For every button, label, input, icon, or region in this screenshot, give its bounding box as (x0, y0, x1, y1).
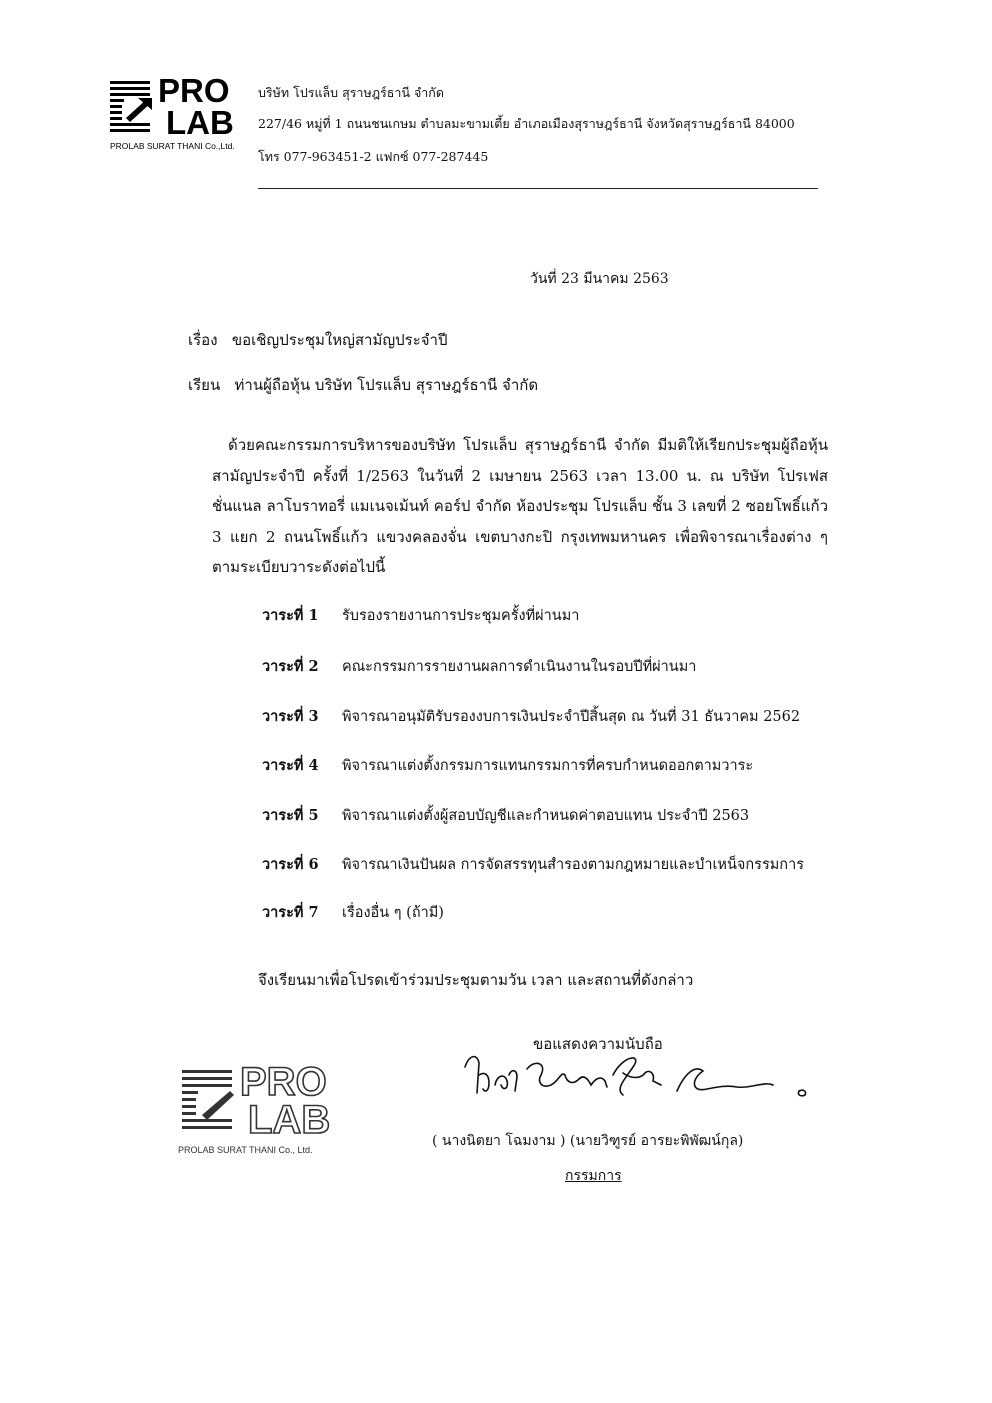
company-contact: โทร 077-963451-2 แฟกซ์ 077-287445 (258, 149, 489, 164)
agenda-item (262, 901, 444, 924)
body-paragraph: ด้วยคณะกรรมการบริหารของบริษัท โปรแล็บ สุราษฎร์ธานี จำกัด มีมติให้เรียกประชุมผู้ถือหุ้นสามัญประจำปี ครั้งที่ 1/2563 ในวันที่ 2 เมษายน 2563 เวลา 13.00 น. ณ บริษัท โปรเฟสชั่นแนล ลาโบราทอรี่ แมเนจเม้นท์ คอร์ป จำกัด ห้องประชุม โปรแล็บ ชั้น 3 เลขที่ 2 ซอยโพธิ์แก้ว 3 แยก 2 ถนนโพธิ์แก้ว แขวงคลองจั่น เขตบางกะปิ กรุงเทพมหานคร เพื่อพิจารณาเรื่องต่าง ๆ ตามระเบียบวาระดังต่อไปนี้ (212, 436, 828, 576)
subject-label: เรื่อง (188, 331, 218, 349)
agenda-text: รับรองรายงานการประชุมครั้งที่ผ่านมา (342, 608, 580, 624)
stamp-word-lab: LAB (248, 1098, 331, 1137)
company-stamp (178, 1061, 358, 1165)
company-address: 227/46 หมู่ที่ 1 ถนนชนเกษม ตำบลมะขามเตี้ย อำเภอเมืองสุราษฎร์ธานี จังหวัดสุราษฎร์ธานี 84000 (258, 116, 795, 131)
company-logo (108, 74, 248, 151)
signatory-names: ( นางนิตยา โฉมงาม ) (นายวิฑูรย์ อารยะพิพัฒน์กุล) (432, 1133, 744, 1149)
stamp-wordmark (238, 1061, 354, 1137)
agenda-label: วาระที่ 7 (262, 904, 319, 921)
logo-mark (108, 78, 154, 134)
agenda-text: เรื่องอื่น ๆ (ถ้ามี) (342, 905, 444, 921)
respect-phrase: ขอแสดงความนับถือ (533, 1035, 663, 1053)
agenda-text: พิจารณาแต่งตั้งกรรมการแทนกรรมการที่ครบกำหนดออกตามวาระ (342, 758, 754, 774)
agenda-item (262, 804, 749, 827)
agenda-item (262, 754, 753, 777)
recipient-text: ท่านผู้ถือหุ้น บริษัท โปรแล็บ สุราษฎร์ธานี จำกัด (234, 376, 539, 394)
agenda-label: วาระที่ 4 (262, 757, 319, 774)
agenda-text: พิจารณาแต่งตั้งผู้สอบบัญชีและกำหนดค่าตอบแทน ประจำปี 2563 (342, 808, 750, 824)
agenda-item (262, 655, 696, 678)
agenda-label: วาระที่ 2 (262, 658, 319, 675)
agenda-text: คณะกรรมการรายงานผลการดำเนินงานในรอบปีที่ผ่านมา (342, 659, 697, 675)
agenda-label: วาระที่ 5 (262, 807, 319, 824)
agenda-text: พิจารณาเงินปันผล การจัดสรรทุนสำรองตามกฎหมายและบำเหน็จกรรมการ (342, 857, 805, 873)
company-name: บริษัท โปรแล็บ สุราษฎร์ธานี จำกัด (258, 85, 444, 100)
agenda-label: วาระที่ 6 (262, 856, 319, 873)
agenda-item (262, 705, 800, 728)
letter-date: วันที่ 23 มีนาคม 2563 (530, 271, 669, 287)
stamp-word-pro: PRO (240, 1061, 327, 1104)
agenda-label: วาระที่ 3 (262, 708, 319, 725)
handwritten-signatures (455, 1045, 815, 1120)
signatory-title: กรรมการ (565, 1168, 622, 1184)
agenda-label: วาระที่ 1 (262, 607, 319, 624)
logo-word-lab: LAB (166, 104, 234, 138)
closing-sentence: จึงเรียนมาเพื่อโปรดเข้าร่วมประชุมตามวัน เวลา และสถานที่ดังกล่าว (258, 971, 694, 989)
recipient-line (188, 373, 538, 397)
stamp-mark (180, 1067, 236, 1133)
logo-caption: PROLAB SURAT THANI Co.,Ltd. (110, 141, 235, 151)
logo-wordmark (156, 74, 248, 138)
subject-text: ขอเชิญประชุมใหญ่สามัญประจำปี (231, 331, 448, 349)
logo-word-pro: PRO (158, 74, 230, 109)
agenda-item (262, 604, 579, 627)
agenda-item (262, 853, 804, 876)
stamp-caption: PROLAB SURAT THANI Co., Ltd. (178, 1145, 313, 1155)
header-divider (258, 188, 818, 189)
subject-line (188, 328, 448, 352)
agenda-text: พิจารณาอนุมัติรับรองงบการเงินประจำปีสิ้นสุด ณ วันที่ 31 ธันวาคม 2562 (342, 709, 801, 725)
recipient-label: เรียน (188, 376, 221, 394)
